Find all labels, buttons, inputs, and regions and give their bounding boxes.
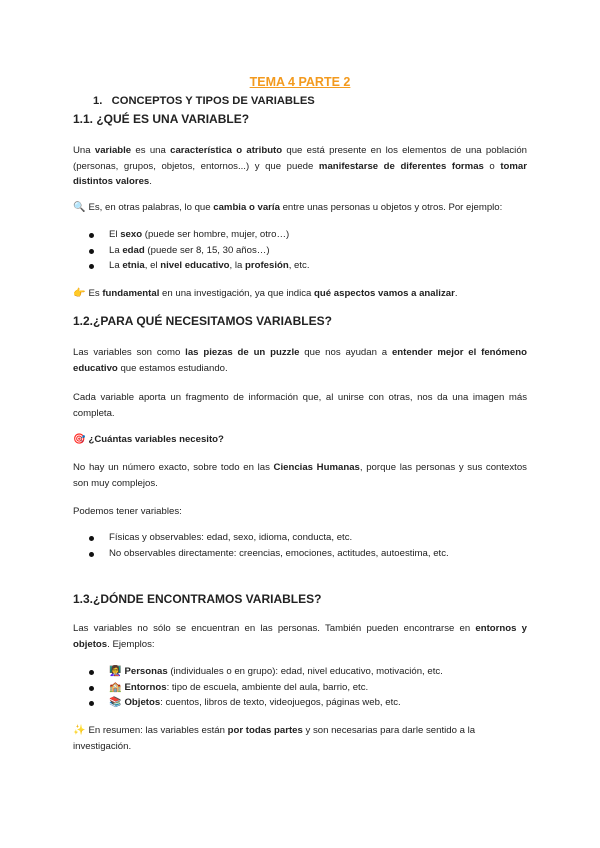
text-run: que nos ayudan a xyxy=(299,347,392,358)
text-run: Es xyxy=(88,288,103,299)
paragraph xyxy=(73,345,527,376)
bold-text: profesión xyxy=(245,260,289,272)
text-run: , etc. xyxy=(288,260,310,272)
text-run: No hay un número exacto, sobre todo en las xyxy=(73,462,274,473)
heading-1-3: 1.3.¿DÓNDE ENCONTRAMOS VARIABLES? xyxy=(73,592,322,606)
bullet-list xyxy=(73,530,527,561)
text-run: Podemos tener variables: xyxy=(73,506,182,517)
text-run: en una investigación, ya que indica xyxy=(159,288,315,299)
text-run: Las variables son como xyxy=(73,347,186,358)
bold-text: entornos y objetos xyxy=(73,623,527,650)
list-item xyxy=(73,546,527,562)
list-item xyxy=(73,695,527,711)
text-run: Las variables no sólo se encuentran en las personas. También pueden encontrarse en xyxy=(73,623,476,634)
bold-text: nivel educativo xyxy=(160,260,230,272)
list-item xyxy=(73,227,527,243)
bold-text: qué aspectos vamos a analizar xyxy=(314,288,455,299)
paragraph-summary xyxy=(73,723,527,754)
question-line xyxy=(73,432,527,448)
pointing-hand-icon: 👉 xyxy=(73,288,86,299)
section-title: CONCEPTOS Y TIPOS DE VARIABLES xyxy=(111,95,315,107)
paragraph-note xyxy=(73,286,527,302)
list-item xyxy=(73,258,527,274)
list-item xyxy=(73,680,527,696)
school-icon: 🏫 xyxy=(109,681,122,693)
list-item xyxy=(73,243,527,259)
text-run: La xyxy=(109,244,123,256)
text-run: La xyxy=(109,260,123,272)
magnifier-icon: 🔍 xyxy=(73,202,86,213)
paragraph-text xyxy=(88,202,502,213)
paragraph xyxy=(73,621,527,652)
bold-text: tomar distintos valores xyxy=(73,160,527,188)
paragraph xyxy=(73,390,527,421)
list-item xyxy=(73,664,527,680)
heading-1-2: 1.2.¿PARA QUÉ NECESITAMOS VARIABLES? xyxy=(73,314,332,328)
bold-text: edad xyxy=(122,244,145,256)
text-run: entre unas personas u objetos y otros. Por ejemplo: xyxy=(279,202,503,213)
bullet-list xyxy=(73,664,527,711)
text-run: Una xyxy=(73,145,95,156)
text-run: y son necesarias para darle sentido a la investigación. xyxy=(73,725,476,752)
bold-text: Ciencias Humanas xyxy=(273,462,360,473)
text-run: o xyxy=(483,160,501,172)
bold-text: Objetos xyxy=(124,697,161,709)
paragraph xyxy=(73,460,527,491)
bold-text: entender mejor el fenómeno educativo xyxy=(73,347,527,374)
paragraph xyxy=(73,504,527,520)
text-run: , porque las personas y sus contextos son muy complejos. xyxy=(73,462,527,489)
text-run: . Ejemplos: xyxy=(107,638,155,650)
paragraph xyxy=(73,143,527,190)
text-run: Cada variable aporta un fragmento de información que, al unirse con otras, nos da una imagen más completa. xyxy=(73,392,527,419)
bold-text: manifestarse de diferentes formas xyxy=(318,160,484,172)
text-run: , el xyxy=(144,260,161,272)
text-run: . xyxy=(454,288,458,299)
text-run: El xyxy=(109,229,121,240)
section-heading-1 xyxy=(93,94,547,110)
target-icon: 🎯 xyxy=(73,434,86,445)
paragraph-example xyxy=(73,200,527,216)
text-run: que estamos estudiando. xyxy=(117,362,228,374)
text-run: (puede ser 8, 15, 30 años…) xyxy=(144,244,270,256)
bold-text: Entornos xyxy=(124,681,167,693)
bullet-list xyxy=(73,227,527,274)
list-item xyxy=(73,530,527,546)
text-run: : tipo de escuela, ambiente del aula, barrio, etc. xyxy=(166,681,369,693)
sparkles-icon: ✨ xyxy=(73,725,86,736)
text-run: . xyxy=(149,176,152,188)
text-run: (individuales o en grupo): edad, nivel educativo, motivación, etc. xyxy=(167,666,443,677)
paragraph-text xyxy=(73,725,475,752)
bold-text: Personas xyxy=(124,666,168,677)
paragraph-text xyxy=(88,288,457,299)
text-run: No observables directamente: creencias, emociones, actitudes, autoestima, etc. xyxy=(109,547,449,559)
bold-text: característica o atributo xyxy=(170,145,283,156)
text-run: es una xyxy=(131,145,171,156)
bold-text: por todas partes xyxy=(227,725,303,736)
books-icon: 📚 xyxy=(109,697,122,709)
text-run: : cuentos, libros de texto, videojuegos, páginas web, etc. xyxy=(160,697,401,709)
text-run: En resumen: las variables están xyxy=(88,725,228,736)
section-number: 1. xyxy=(93,95,103,107)
text-run: (puede ser hombre, mujer, otro…) xyxy=(142,229,290,240)
bold-text: ¿Cuántas variables necesito? xyxy=(88,434,224,445)
text-run: que está presente en los elementos de una población (personas, grupos, objetos, entornos...) y que puede xyxy=(73,145,527,172)
person-teacher-icon: 👩‍🏫 xyxy=(109,666,122,677)
bold-text: etnia xyxy=(122,260,145,272)
text-run: Es, en otras palabras, lo que xyxy=(88,202,214,213)
bold-text: fundamental xyxy=(102,288,160,299)
bold-text: cambia o varía xyxy=(213,202,280,213)
heading-1-1: 1.1. ¿QUÉ ES UNA VARIABLE? xyxy=(73,112,250,126)
text-run: , la xyxy=(229,260,245,272)
text-run: Físicas y observables: edad, sexo, idioma, conducta, etc. xyxy=(109,532,353,543)
bold-text: sexo xyxy=(120,229,143,240)
document-title: TEMA 4 PARTE 2 xyxy=(249,75,351,89)
bold-text: las piezas de un puzzle xyxy=(185,347,300,358)
question-text xyxy=(88,434,223,445)
bold-text: variable xyxy=(94,145,132,156)
